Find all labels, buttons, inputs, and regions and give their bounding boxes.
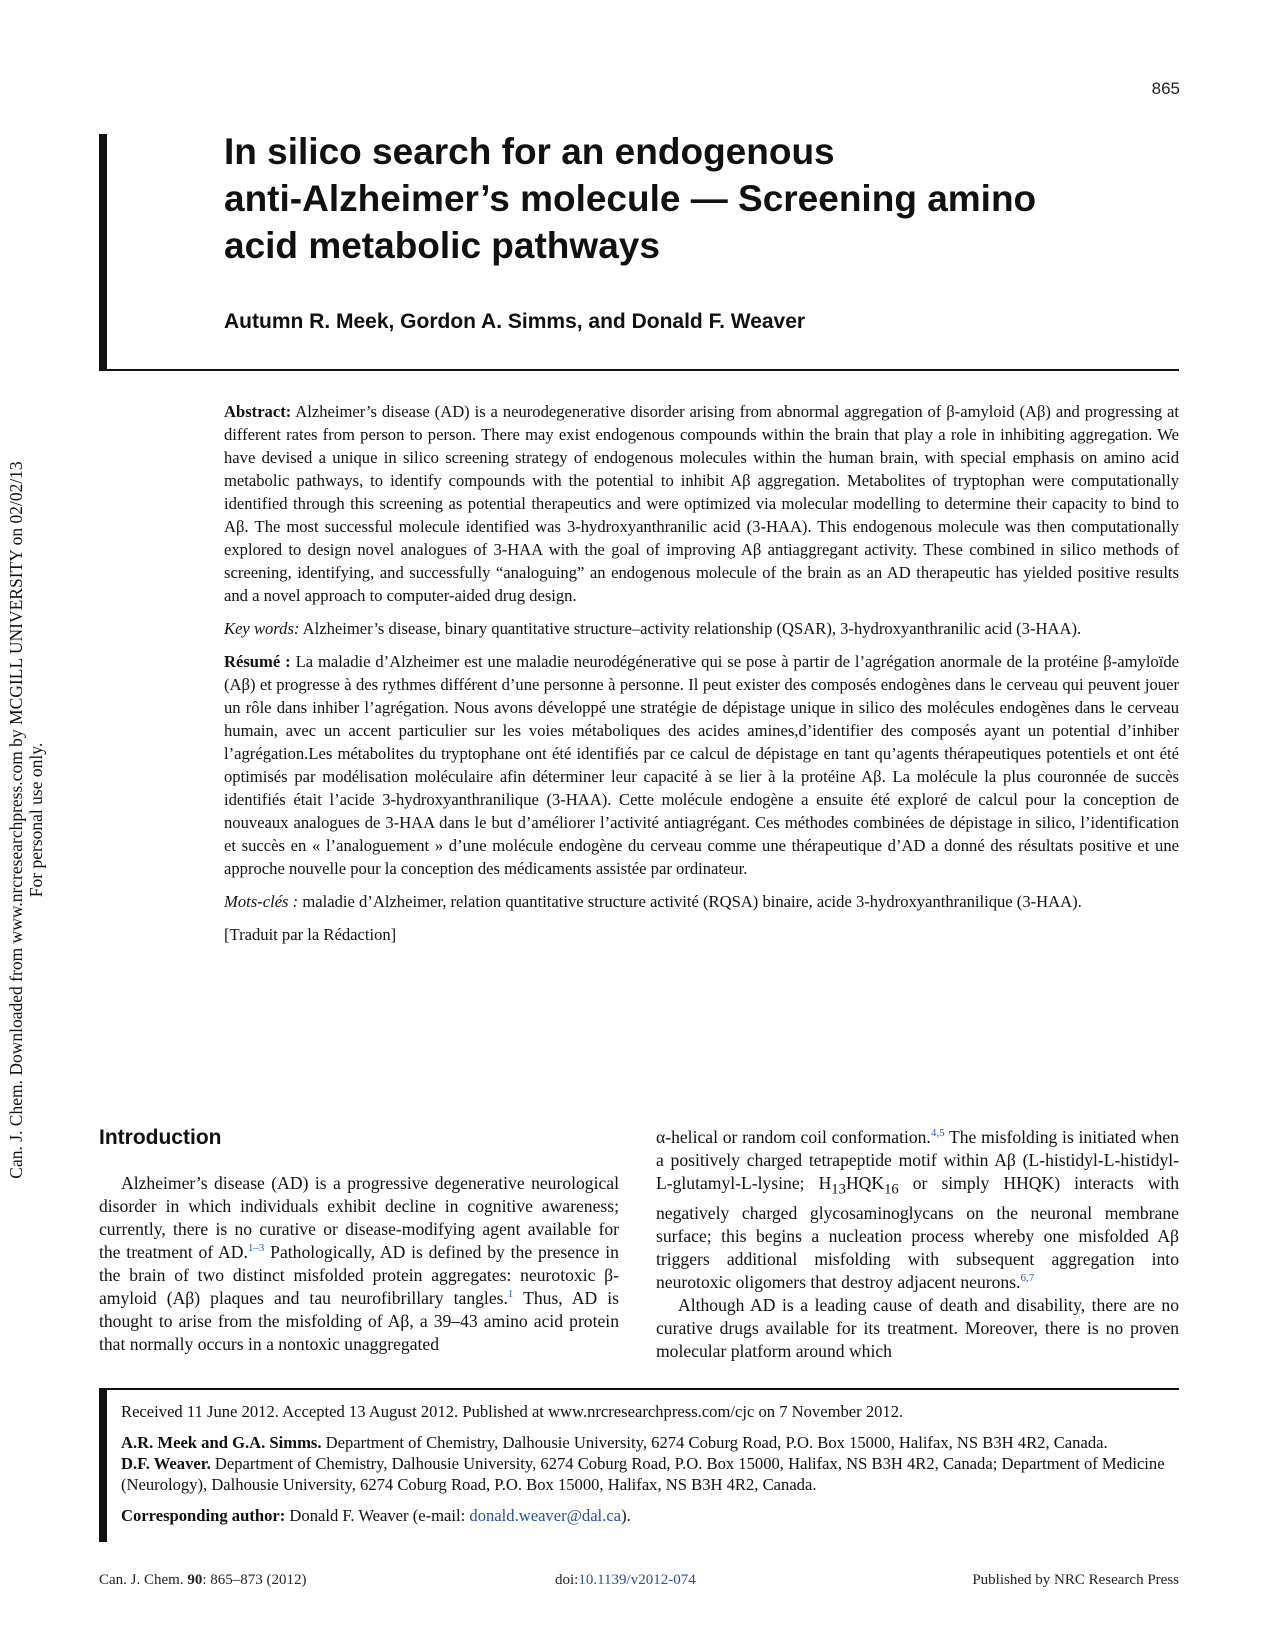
received-dates: Received 11 June 2012. Accepted 13 August 2012. Published at www.nrcresearchpress.com/cjc on 7 November 2012. [121, 1402, 904, 1421]
title-rule [99, 134, 107, 370]
footnotes [121, 1401, 1179, 1536]
keywords [224, 617, 1179, 640]
doi [555, 1572, 696, 1589]
text-run: Pathologically, AD is defined by the presence in the brain of two distinct misfolded protein aggregates: neurotoxic β-amyloid (Aβ) plaques and tau neurofibrillary tangles. [99, 1242, 619, 1308]
translation-note: [Traduit par la Rédaction] [224, 925, 397, 944]
intro-column-left [99, 1172, 619, 1356]
journal-volume: 90 [187, 1572, 203, 1588]
text-run: α-helical or random coil conformation. [656, 1127, 931, 1147]
watermark-line: For personal use only. [26, 742, 46, 898]
email-link[interactable]: donald.weaver@dal.ca [469, 1506, 622, 1525]
article-title [224, 128, 1164, 269]
mots-cles-text: maladie d’Alzheimer, relation quantitative structure activité (RQSA) binaire, acide 3-hydroxyanthranilique (3-HAA). [302, 892, 1082, 911]
abstract-text: Alzheimer’s disease (AD) is a neurodegenerative disorder arising from abnormal aggregation of β-amyloid (Aβ) and progressing at different rates from person to person. There may exist endogenous compounds within the brain that play a role in inhibiting aggregation. We have devised a unique in silico screening strategy of endogenous molecules within the human brain, with special emphasis on amino acid metabolic pathways, to identify compounds with the potential to inhibit Aβ aggregation. Metabolites of tryptophan were computationally identified through this screening as potential therapeutics and were optimized via molecular modelling to determine their capacity to bind to Aβ. The most successful molecule identified was 3-hydroxyanthranilic acid (3-HAA). This endogenous molecule was then computationally explored to design novel analogues of 3-HAA with the goal of improving Aβ antiaggregant activity. These combined in silico methods of screening, identifying, and successfully “analoguing” an endogenous molecule of the brain as an AD therapeutic has yielded positive results and a novel approach to computer-aided drug design. [224, 402, 1180, 605]
resume-text: La maladie d’Alzheimer est une maladie neurodégénerative qui se pose à partir de l’agrégation anormale de la protéine β-amyloïde (Aβ) et progresse à des rythmes différent d’une personne à personne. Il peut exister des composés endogènes dans le cerveau qui peuvent jouer un rôle dans inhiber l’agrégation. Nous avons développé une stratégie de dépistage unique in silico des molécules endogènes dans le cerveau humain, avec un accent particulier sur les voies métaboliques des acides amines,d’identifier des composés ayant un potential d’inhiber l’agrégation.Les métabolites du tryptophane ont été identifiés par ce calcul de dépistage en tant qu’agents thérapeutiques potentiels et ont été optimisés par modélisation moléculaire afin déterminer leur capacité à se lier à la protéine Aβ. La molécule la plus couronnée de succès identifiés était l’acide 3-hydroxyanthranilique (3-HAA). Cette molécule endogène a ensuite été exploré de calcul pour la conception de nouveaux analogues de 3-HAA dans le but d’améliorer l’activité antiagrégant. Ces méthodes combinées de dépistage in silico, l’identification et succès en « l’analoguement » d’une molécule endogène du cerveau comme une thérapeutique d’AD a donné des résultats positive et une approche nouvelle pour la conception des médicaments assistée par ordinateur. [224, 652, 1179, 878]
affiliation-label: D.F. Weaver. [121, 1454, 211, 1473]
abstract-label: Abstract: [224, 402, 292, 421]
keywords-text: Alzheimer’s disease, binary quantitative structure–activity relationship (QSAR), 3-hydroxyanthranilic acid (3-HAA). [302, 619, 1082, 638]
intro-paragraph [99, 1172, 619, 1356]
publisher: Published by NRC Research Press [972, 1572, 1179, 1588]
subscript: 13 [831, 1181, 846, 1198]
journal-citation [99, 1572, 307, 1589]
section-heading-introduction: Introduction [99, 1126, 222, 1149]
mots-cles [224, 890, 1179, 913]
title-line: In silico search for an endogenous [224, 131, 835, 172]
corresponding-label: Corresponding author: [121, 1506, 286, 1525]
title-line: acid metabolic pathways [224, 225, 660, 266]
doi-link[interactable]: 10.1139/v2012-074 [578, 1572, 696, 1588]
intro-paragraph: Although AD is a leading cause of death and disability, there are no curative drugs available for its treatment. Moreover, there is no proven molecular platform around which [656, 1294, 1179, 1361]
download-watermark [6, 390, 54, 1250]
text-run: Alzheimer’s disease (AD) is a progressive degenerative neurological disorder in which individuals exhibit decline in cognitive awareness; currently, there is no curative or disease-modifying agent available for the treatment of AD. [99, 1173, 619, 1262]
resume [224, 650, 1179, 880]
affiliation [121, 1432, 1179, 1453]
title-divider [99, 369, 1179, 371]
footnote-divider [99, 1388, 1179, 1390]
text-run: Thus, AD is thought to arise from the misfolding of Aβ, a 39–43 amino acid protein that normally occurs in a nontoxic unaggregated [99, 1288, 620, 1354]
author-list: Autumn R. Meek, Gordon A. Simms, and Donald F. Weaver [224, 310, 806, 333]
citation-link[interactable]: 1 [507, 1288, 514, 1301]
citation-link[interactable]: 4,5 [930, 1127, 945, 1140]
intro-column-right [656, 1126, 1179, 1363]
citation-link[interactable]: 6,7 [1020, 1271, 1035, 1284]
text-run: or simply HHQK) interacts with negatively charged glycosaminoglycans on the neuronal membrane surface; this begins a nucleation process whereby one misfolded Aβ triggers additional misfolding with subsequent aggregation into neurotoxic oligomers that destroy adjacent neurons. [656, 1173, 1179, 1292]
affiliation-text: Department of Chemistry, Dalhousie University, 6274 Coburg Road, P.O. Box 15000, Halifax, NS B3H 4R2, Canada. [321, 1433, 1108, 1452]
text-run: ). [621, 1506, 631, 1525]
footnote-rule [99, 1388, 107, 1542]
doi-label: doi: [555, 1572, 579, 1588]
watermark-line: Can. J. Chem. Downloaded from www.nrcresearchpress.com by MCGILL UNIVERSITY on 02/02/13 [6, 461, 26, 1179]
intro-paragraph [656, 1126, 1179, 1294]
abstract-block [224, 400, 1179, 956]
corresponding-text: Donald F. Weaver (e-mail: [285, 1506, 470, 1525]
affiliation-text: Department of Chemistry, Dalhousie University, 6274 Coburg Road, P.O. Box 15000, Halifax, NS B3H 4R2, Canada; Department of Medicine (Neurology), Dalhousie University, 6274 Coburg Road, P.O. Box 15000, Halifax, NS B3H 4R2, Canada. [121, 1454, 1165, 1494]
abstract [224, 400, 1179, 607]
keywords-label: Key words: [224, 619, 300, 638]
resume-label: Résumé : [224, 652, 291, 671]
journal-pages: : 865–873 (2012) [202, 1572, 307, 1588]
mots-cles-label: Mots-clés : [224, 892, 299, 911]
affiliation [121, 1453, 1179, 1495]
title-line: anti-Alzheimer’s molecule — Screening amino [224, 178, 1037, 219]
journal-name: Can. J. Chem. [99, 1572, 188, 1588]
page-number: 865 [1151, 79, 1180, 98]
corresponding-author [121, 1505, 1179, 1526]
citation-link[interactable]: 1–3 [247, 1242, 265, 1255]
affiliation-label: A.R. Meek and G.A. Simms. [121, 1433, 322, 1452]
subscript: 16 [884, 1181, 899, 1198]
text-run: HQK [845, 1173, 885, 1193]
text-run: The misfolding is initiated when a positively charged tetrapeptide motif within Aβ (L-histidyl-L-histidyl-L-glutamyl-L-lysine; H [656, 1127, 1179, 1193]
